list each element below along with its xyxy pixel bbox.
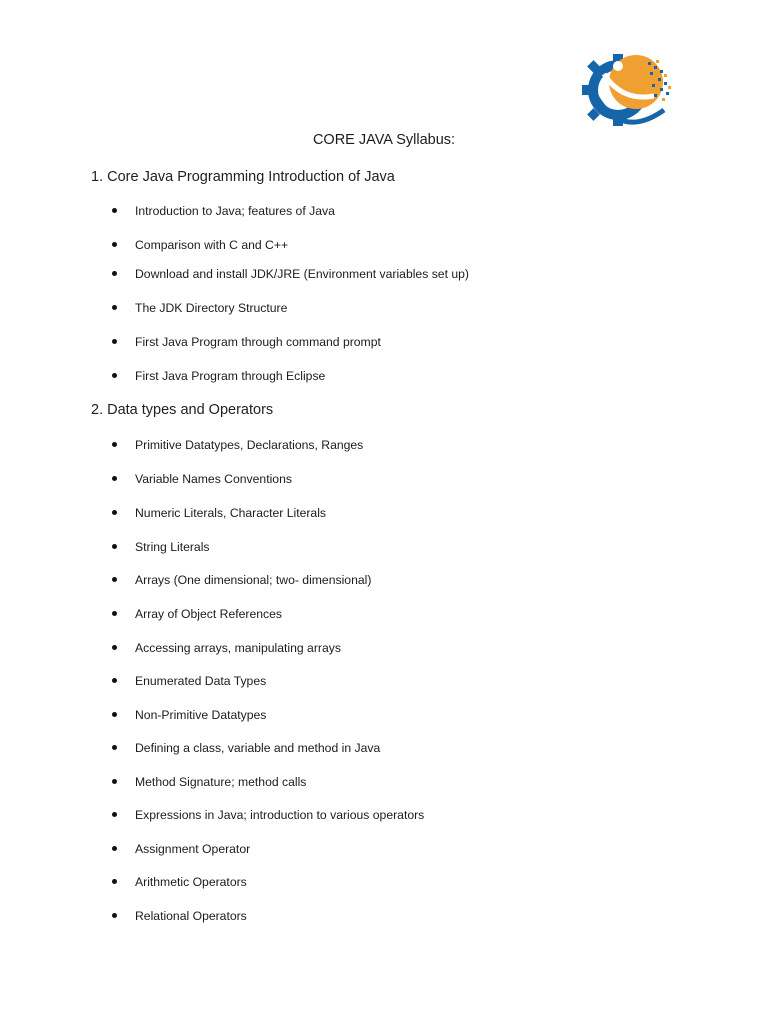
bullet-icon [112,271,117,276]
bullet-icon [112,812,117,817]
list-item: Non-Primitive Datatypes [135,708,267,722]
bullet-icon [112,645,117,650]
bullet-icon [112,373,117,378]
bullet-icon [112,305,117,310]
list-item: The JDK Directory Structure [135,301,288,315]
list-item: Enumerated Data Types [135,674,267,688]
list-item: Expressions in Java; introduction to various operators [135,808,425,822]
list-item: Arrays (One dimensional; two- dimensional) [135,573,372,587]
bullet-icon [112,442,117,447]
list-item: First Java Program through command prompt [135,335,381,349]
bullet-icon [112,476,117,481]
bullet-icon [112,611,117,616]
bullet-icon [112,879,117,884]
list-item: Defining a class, variable and method in Java [135,741,381,755]
bullet-icon [112,745,117,750]
list-item: Method Signature; method calls [135,775,307,789]
list-item: Download and install JDK/JRE (Environment variables set up) [135,267,469,281]
bullet-icon [112,339,117,344]
list-item: Arithmetic Operators [135,875,247,889]
bullet-icon [112,913,117,918]
list-item: First Java Program through Eclipse [135,369,326,383]
bullet-icon [112,208,117,213]
list-item: Variable Names Conventions [135,472,292,486]
bullet-icon [112,577,117,582]
list-item: Numeric Literals, Character Literals [135,506,327,520]
list-item: String Literals [135,540,210,554]
list-item: Introduction to Java; features of Java [135,204,335,218]
list-item: Assignment Operator [135,842,251,856]
document-title: CORE JAVA Syllabus: [312,132,456,148]
bullet-icon [112,678,117,683]
bullet-icon [112,242,117,247]
bullet-icon [112,846,117,851]
bullet-icon [112,510,117,515]
list-item: Comparison with C and C++ [135,238,289,252]
section-heading-2: 2. Data types and Operators [91,402,274,418]
list-item: Accessing arrays, manipulating arrays [135,641,341,655]
bullet-icon [112,779,117,784]
bullet-icon [112,544,117,549]
company-logo-icon [578,44,672,132]
list-item: Array of Object References [135,607,282,621]
bullet-icon [112,712,117,717]
list-item: Primitive Datatypes, Declarations, Ranges [135,438,364,452]
list-item: Relational Operators [135,909,247,923]
section-heading-1: 1. Core Java Programming Introduction of Java [91,169,395,185]
